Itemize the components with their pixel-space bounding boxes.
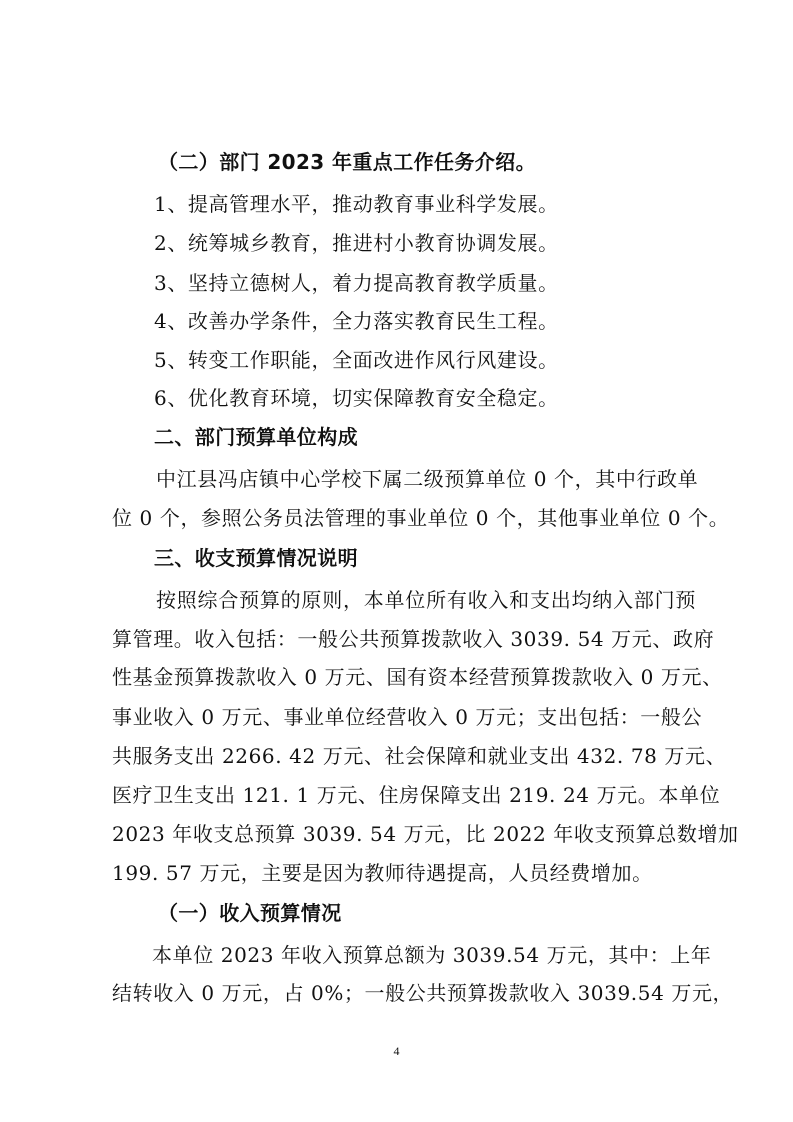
paragraph-line: 中江县冯店镇中心学校下属二级预算单位 0 个，其中行政单	[156, 467, 699, 491]
task-item: 4、改善办学条件，全力落实教育民生工程。	[154, 309, 559, 333]
paragraph-line: 算管理。收入包括：一般公共预算拨款收入 3039. 54 万元、政府	[112, 627, 715, 651]
paragraph-line: 199. 57 万元，主要是因为教师待遇提高，人员经费增加。	[112, 861, 653, 885]
section-heading-units: 二、部门预算单位构成	[154, 425, 358, 449]
page-number: 4	[393, 1044, 400, 1058]
section-heading-budget: 三、收支预算情况说明	[154, 546, 358, 570]
section-heading-key-tasks: （二）部门 2023 年重点工作任务介绍。	[158, 150, 536, 174]
task-item: 5、转变工作职能，全面改进作风行风建设。	[154, 348, 559, 372]
paragraph-line: 共服务支出 2266. 42 万元、社会保障和就业支出 432. 78 万元、	[112, 744, 727, 768]
paragraph-line: 性基金预算拨款收入 0 万元、国有资本经营预算拨款收入 0 万元、	[112, 665, 723, 689]
paragraph-line: 2023 年收支总预算 3039. 54 万元，比 2022 年收支预算总数增加	[112, 822, 739, 846]
paragraph-line: 本单位 2023 年收入预算总额为 3039.54 万元，其中：上年	[152, 943, 712, 967]
section-heading-income: （一）收入预算情况	[158, 901, 342, 925]
paragraph-line: 医疗卫生支出 121. 1 万元、住房保障支出 219. 24 万元。本单位	[112, 783, 721, 807]
task-item: 2、统筹城乡教育，推进村小教育协调发展。	[154, 231, 559, 255]
task-item: 3、坚持立德树人，着力提高教育教学质量。	[154, 271, 559, 295]
paragraph-line: 结转收入 0 万元，占 0%；一般公共预算拨款收入 3039.54 万元，	[112, 981, 734, 1005]
task-item: 1、提高管理水平，推动教育事业科学发展。	[154, 192, 559, 216]
task-item: 6、优化教育环境，切实保障教育安全稳定。	[154, 386, 559, 410]
paragraph-line: 事业收入 0 万元、事业单位经营收入 0 万元；支出包括：一般公	[112, 705, 703, 729]
paragraph-line: 位 0 个，参照公务员法管理的事业单位 0 个，其他事业单位 0 个。	[112, 506, 730, 530]
paragraph-line: 按照综合预算的原则，本单位所有收入和支出均纳入部门预	[156, 588, 696, 612]
